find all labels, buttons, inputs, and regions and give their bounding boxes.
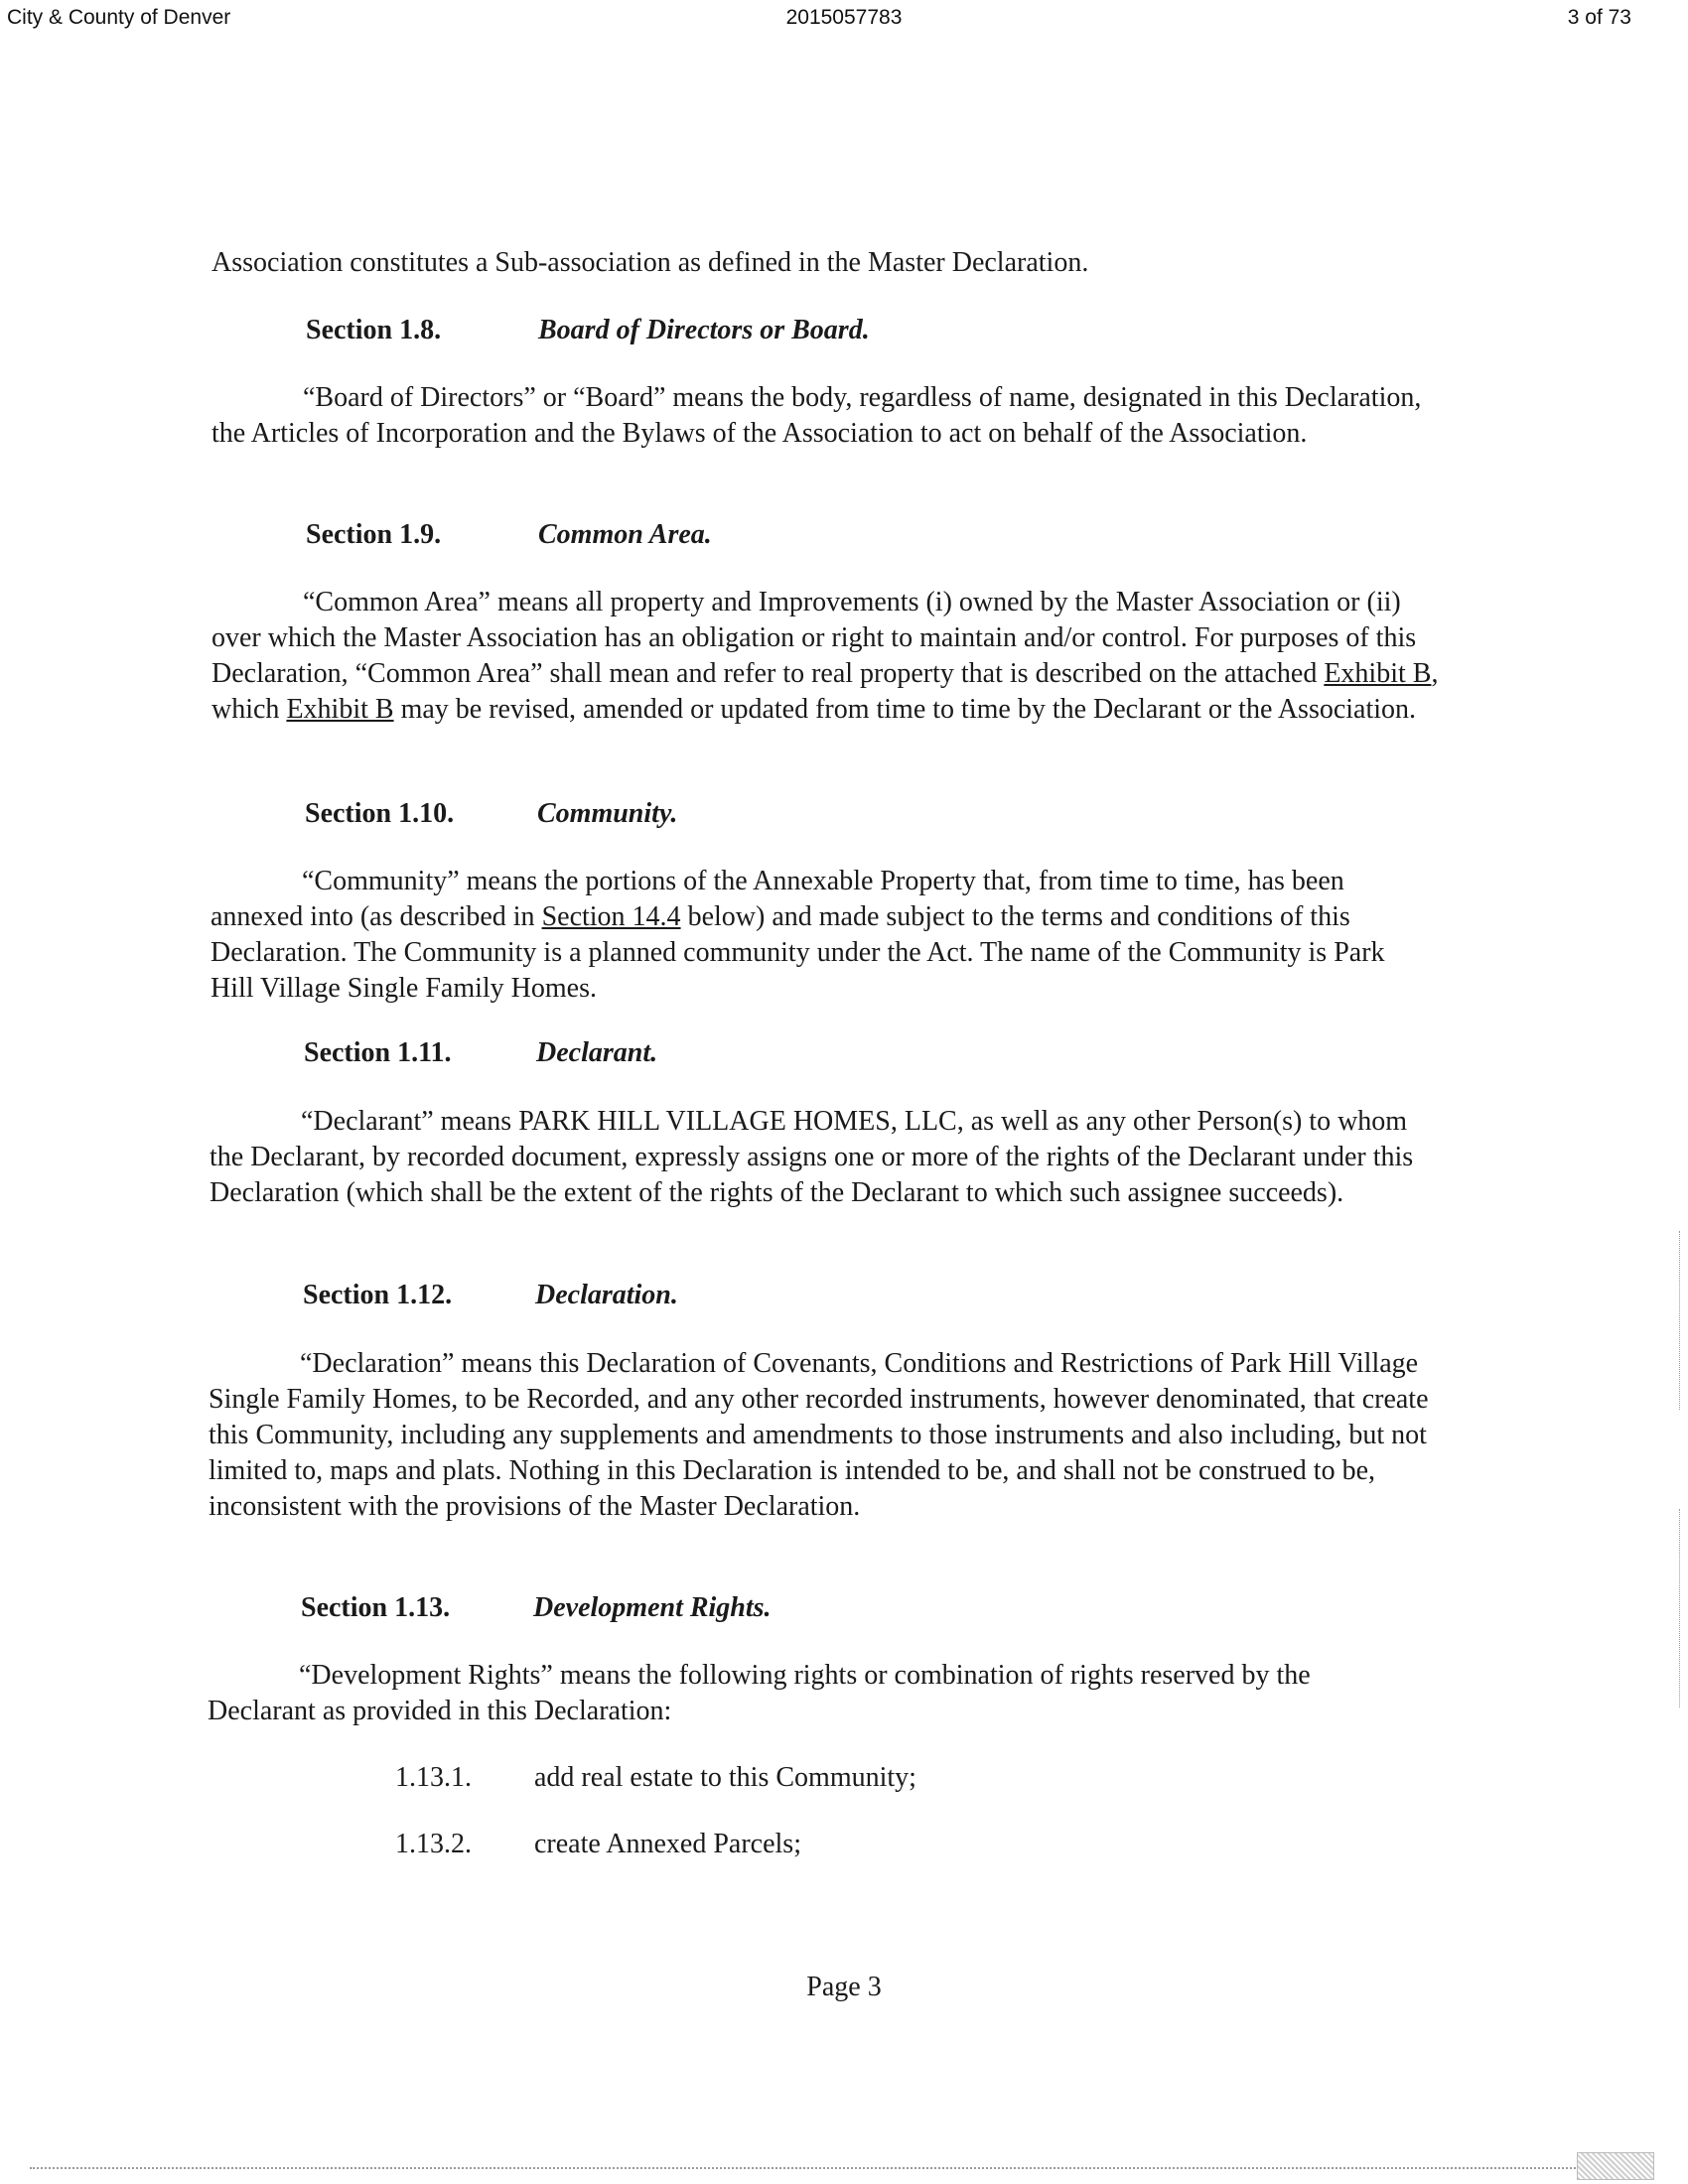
intro-paragraph: Association constitutes a Sub-association as defined in the Master Declaration. [211,247,1089,278]
section-1-12-text: “Declaration” means this Declaration of Covenants, Conditions and Restrictions of Park Hill Village Single Family Homes, to be Recorded, and any other recorded instruments, however denominated, that create this Community, including any supplements and amendments to those instruments and also including, but not limited to, maps and plats. Nothing in this Declaration is intended to be, and shall not be construed to be, inconsistent with the provisions of the Master Declaration. [209,1348,1429,1522]
section-14-4-reference: Section 14.4 [541,901,681,932]
section-1-11-text: “Declarant” means PARK HILL VILLAGE HOMES, LLC, as well as any other Person(s) to whom the Declarant, by recorded document, expressly assigns one or more of the rights of the Declarant under this Declaration (which shall be the extent of the rights of the Declarant to which such assignee succeeds). [210,1106,1414,1208]
section-title: Community. [537,798,678,829]
section-1-10-body [211,864,1402,1007]
header-recorder-name: City & County of Denver [7,6,231,29]
section-number: Section 1.10. [305,798,455,829]
header-page-count: 3 of 73 [1567,6,1631,29]
scan-margin-artifact [1679,1231,1680,1410]
section-1-9-text-b: , which [211,658,1439,725]
list-item [395,1827,801,1862]
list-item-text: add real estate to this Community; [534,1762,916,1793]
section-1-9-text-c: may be revised, amended or updated from time to time by the Declarant or the Association. [393,694,1417,725]
section-1-12-heading [303,1278,678,1313]
section-1-13-heading [301,1590,772,1626]
section-1-13-body [208,1658,1419,1729]
section-number: Section 1.8. [306,315,442,345]
section-number: Section 1.11. [304,1037,452,1068]
scan-barcode-mark [1577,2152,1654,2180]
list-item-number: 1.13.1. [395,1762,472,1793]
section-1-8-heading [306,313,870,348]
list-item-text: create Annexed Parcels; [534,1829,801,1859]
section-1-8-body [211,380,1433,452]
section-1-13-text: “Development Rights” means the following rights or combination of rights reserved by the Declarant as provided in this Declaration: [208,1660,1311,1726]
section-1-12-body [209,1346,1440,1525]
section-number: Section 1.12. [303,1280,453,1310]
section-1-10-text-a: “Community” means the portions of the Annexable Property that, from time to time, has been annexed into (as described in [211,866,1344,932]
section-title: Board of Directors or Board. [538,315,870,345]
section-1-11-heading [304,1035,657,1071]
section-1-11-body [210,1104,1441,1211]
section-title: Declaration. [535,1280,678,1310]
exhibit-b-reference: Exhibit B [1324,658,1432,689]
section-1-9-body [211,585,1443,728]
list-item-number: 1.13.2. [395,1829,472,1859]
scan-margin-artifact [1679,1509,1680,1707]
exhibit-b-reference: Exhibit B [286,694,394,725]
section-title: Common Area. [538,519,712,550]
list-item [395,1760,916,1796]
section-title: Declarant. [536,1037,658,1068]
section-1-9-text-a: “Common Area” means all property and Improvements (i) owned by the Master Association or (ii) over which the Master Association has an obligation or right to maintain and/or control. For purposes of this Declaration, “Common Area” shall mean and refer to real property that is described on the attached [211,587,1417,689]
scan-edge-artifact [30,2167,1579,2169]
header-reception-number: 2015057783 [785,6,903,29]
section-1-10-text-b: below) and made subject to the terms and conditions of this Declaration. The Community is a planned community under the Act. The name of the Community is Park Hill Village Single Family Homes. [211,901,1385,1004]
section-1-9-heading [306,517,712,553]
section-1-10-heading [305,796,677,832]
section-number: Section 1.13. [301,1592,451,1623]
section-1-8-text: “Board of Directors” or “Board” means the body, regardless of name, designated in this Declaration, the Articles of Incorporation and the Bylaws of the Association to act on behalf of the Association. [211,382,1422,449]
section-number: Section 1.9. [306,519,442,550]
section-title: Development Rights. [533,1592,772,1623]
page-number: Page 3 [806,1972,882,2002]
